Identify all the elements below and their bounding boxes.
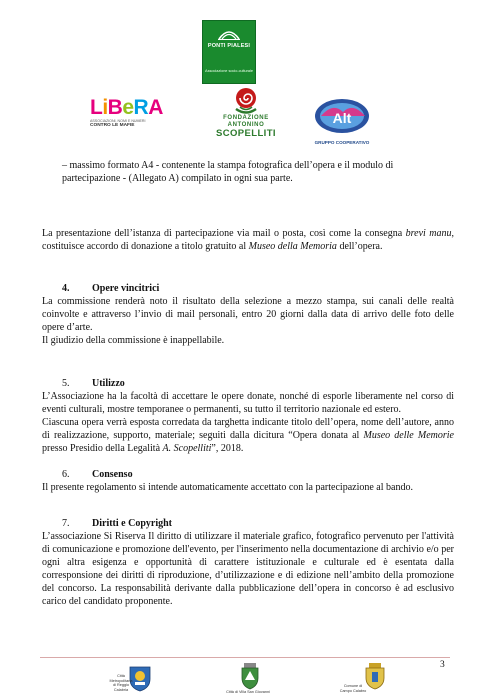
libera-word: LiBeRA [90,96,163,119]
alt-emblem-icon [313,96,371,134]
section-4-text: La commissione renderà noto il risultato della selezione a mezzo stampa, sui canali delle realtà coinvolte e attraverso l’invio di mail personali, entro 20 giorni dalla data di arrivo delle foto delle opere d’arte. [42,296,454,333]
section-5-text-2a: Ciascuna opera verrà esposta corredata da targhetta indicante titolo dell’opera, nome dell’autore, anno di realizzazione, supporto, materiale; seguiti dalla dicitura “Opera donata al [42,417,454,441]
section-5-text-2-em: Museo delle Memorie [363,430,454,441]
fondazione-line3: SCOPELLITI [216,128,276,139]
section-4-text-2: Il giudizio della commissione è inappellabile. [42,335,225,346]
page-number: 3 [440,660,445,670]
presentazione-a: La presentazione dell’istanza di partecipazione via mail o posta, così come la consegna [42,228,406,239]
intro-line-2: partecipazione - (Allegato A) compilato in ogni sua parte. [62,173,293,184]
presentazione-b: , costituisce accordo di donazione a titolo gratuito al [42,228,454,252]
section-5-body [42,390,454,455]
alt-emblem-letters: Alt [332,110,352,126]
intro-paragraph [62,159,454,185]
spiral-flower-icon [231,85,261,115]
section-5-number: 5. [62,378,70,389]
seal-1-caption: Città Metropolitana di Reggio Calabria [109,674,133,692]
section-6-text: Il presente regolamento si intende automaticamente accettato con la partecipazione al bando. [42,482,413,493]
fondazione-line1: FONDAZIONE [223,115,269,121]
presentazione-c: dell’opera. [336,241,383,252]
section-5-title: Utilizzo [92,378,125,389]
libera-tagline: ASSOCIAZIONI, NOMI E NUMERI [90,119,146,123]
section-5-text: L’Associazione ha la facoltà di accettare le opere donate, nonché di esporle liberamente nel corso di eventi culturali, mostre temporanee o permanenti, su tutto il territorio nazionale ed estero. [42,391,454,415]
ponti-pialesi-logo [202,20,256,84]
libera-logo [90,97,162,139]
bridge-icon [218,25,240,41]
presentazione-paragraph [42,227,454,253]
section-5-text-2-em2: A. Scopelliti [162,443,212,454]
section-5-text-2b: presso Presidio della Legalità [42,443,163,454]
presentazione-em: brevi manu [405,228,452,239]
section-4-body [42,295,454,347]
seal-2-caption: Città di Villa San Giovanni [226,690,270,694]
seal-3-caption: Comune di Campo Calabro [339,684,367,693]
ponti-title: PONTI PIALESI [207,43,251,49]
section-6-body [42,481,454,494]
section-7-body [42,530,454,608]
presentazione-em2: Museo della Memoria [248,241,337,252]
gruppo-cooperativo-logo [313,96,371,145]
gruppo-label: GRUPPO COOPERATIVO [314,140,370,145]
section-5-text-2c: ”, 2018. [211,443,244,454]
section-6-number: 6. [62,469,70,480]
section-7-text: L’associazione Si Riserva Il diritto di utilizzare il materiale grafico, fotografico pervenuto per l'attività di comunicazione e promozione dell'evento, per l'inserimento nella documentazione di archivio e/o per ogni altra esigenza e opportunità di carattere istituzionale e culturale ed è esentata dalla corresponsione dei diritti di riproduzione, d’utilizzazione e di edizione nell’ambito della promozione del concorso. La responsabilità derivante dalla pubblicazione dell’opera in concorso è ad esclusivo carico del candidato proponente. [42,531,454,607]
section-4-title: Opere vincitrici [92,283,160,294]
section-7-title: Diritti e Copyright [92,518,172,529]
section-4-number: 4. [62,283,70,294]
section-6-title: Consenso [92,469,133,480]
fondazione-line2: ANTONINO [227,122,265,128]
intro-line-1: – massimo formato A4 - contenente la stampa fotografica dell’opera e il modulo di [62,160,394,171]
ponti-subtitle: Associazione socio-culturale [205,69,253,73]
footer-rule [40,657,450,658]
libera-sub: CONTRO LE MAFIE [90,123,135,128]
section-7-number: 7. [62,518,70,529]
fondazione-scopelliti-logo [205,85,287,143]
villa-san-giovanni-seal-icon [239,662,261,690]
